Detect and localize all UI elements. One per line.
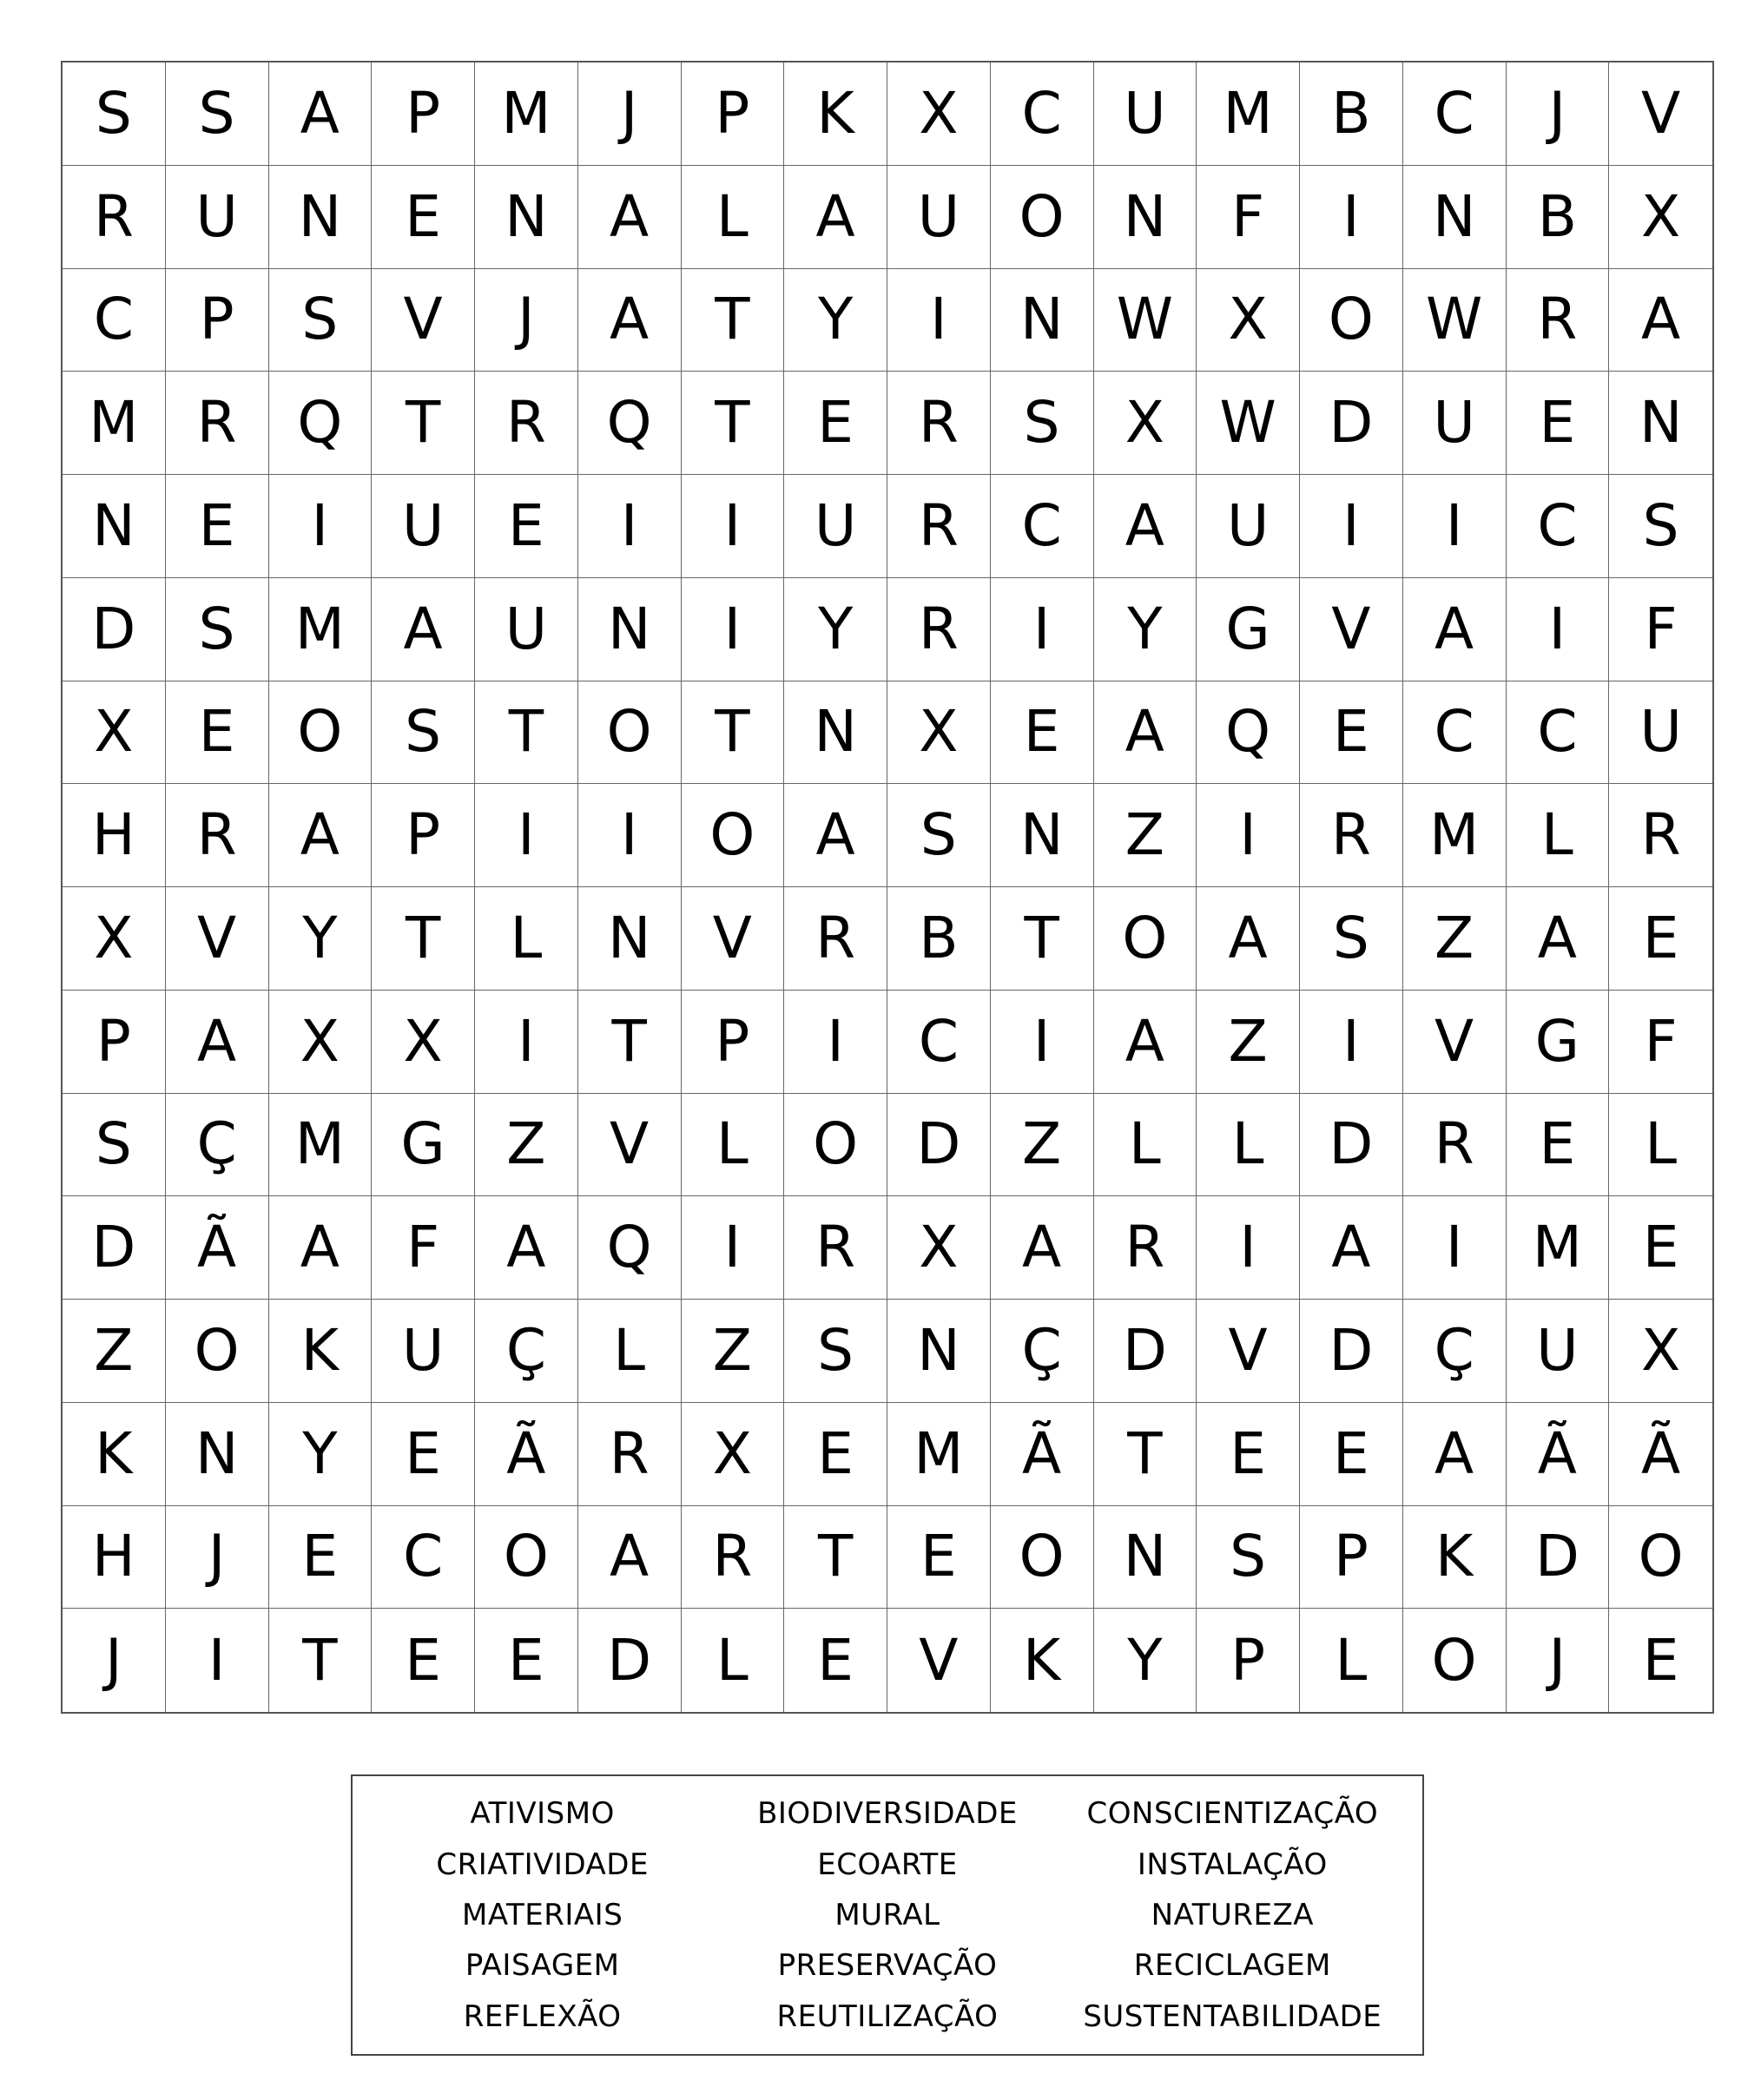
grid-cell-r1-c1[interactable]: S [63,63,166,166]
grid-cell-r16-c7[interactable]: L [682,1609,785,1712]
grid-cell-r2-c15[interactable]: B [1507,166,1610,269]
grid-cell-r4-c12[interactable]: W [1197,372,1300,475]
grid-cell-r8-c11[interactable]: Z [1094,784,1197,887]
grid-cell-r8-c10[interactable]: N [991,784,1094,887]
grid-cell-r4-c14[interactable]: U [1403,372,1507,475]
grid-cell-r4-c11[interactable]: X [1094,372,1197,475]
grid-cell-r5-c10[interactable]: C [991,475,1094,578]
grid-cell-r7-c15[interactable]: C [1507,681,1610,785]
grid-cell-r5-c6[interactable]: I [578,475,682,578]
grid-cell-r16-c9[interactable]: V [887,1609,991,1712]
grid-cell-r4-c16[interactable]: N [1609,372,1712,475]
grid-cell-r13-c13[interactable]: D [1300,1300,1403,1403]
grid-cell-r7-c14[interactable]: C [1403,681,1507,785]
grid-cell-r16-c8[interactable]: E [784,1609,887,1712]
grid-cell-r15-c3[interactable]: E [269,1506,373,1610]
grid-cell-r4-c7[interactable]: T [682,372,785,475]
grid-cell-r11-c1[interactable]: S [63,1094,166,1197]
grid-cell-r7-c6[interactable]: O [578,681,682,785]
grid-cell-r10-c12[interactable]: Z [1197,991,1300,1094]
grid-cell-r3-c3[interactable]: S [269,269,373,372]
grid-cell-r10-c8[interactable]: I [784,991,887,1094]
grid-cell-r5-c3[interactable]: I [269,475,373,578]
grid-cell-r1-c9[interactable]: X [887,63,991,166]
grid-cell-r9-c9[interactable]: B [887,887,991,991]
grid-cell-r5-c7[interactable]: I [682,475,785,578]
grid-cell-r16-c10[interactable]: K [991,1609,1094,1712]
grid-cell-r9-c3[interactable]: Y [269,887,373,991]
grid-cell-r2-c8[interactable]: A [784,166,887,269]
grid-cell-r12-c10[interactable]: A [991,1196,1094,1300]
grid-cell-r6-c7[interactable]: I [682,578,785,681]
grid-cell-r15-c16[interactable]: O [1609,1506,1712,1610]
grid-cell-r10-c13[interactable]: I [1300,991,1403,1094]
grid-cell-r2-c5[interactable]: N [475,166,578,269]
grid-cell-r12-c16[interactable]: E [1609,1196,1712,1300]
grid-cell-r15-c8[interactable]: T [784,1506,887,1610]
grid-cell-r1-c7[interactable]: P [682,63,785,166]
grid-cell-r3-c11[interactable]: W [1094,269,1197,372]
grid-cell-r8-c5[interactable]: I [475,784,578,887]
grid-cell-r10-c4[interactable]: X [372,991,475,1094]
grid-cell-r7-c9[interactable]: X [887,681,991,785]
grid-cell-r16-c6[interactable]: D [578,1609,682,1712]
grid-cell-r4-c9[interactable]: R [887,372,991,475]
grid-cell-r11-c4[interactable]: G [372,1094,475,1197]
grid-cell-r10-c14[interactable]: V [1403,991,1507,1094]
grid-cell-r6-c6[interactable]: N [578,578,682,681]
grid-cell-r9-c16[interactable]: E [1609,887,1712,991]
grid-cell-r16-c15[interactable]: J [1507,1609,1610,1712]
grid-cell-r9-c14[interactable]: Z [1403,887,1507,991]
grid-cell-r14-c2[interactable]: N [166,1403,269,1506]
grid-cell-r6-c12[interactable]: G [1197,578,1300,681]
grid-cell-r8-c13[interactable]: R [1300,784,1403,887]
grid-cell-r12-c5[interactable]: A [475,1196,578,1300]
grid-cell-r3-c5[interactable]: J [475,269,578,372]
grid-cell-r5-c2[interactable]: E [166,475,269,578]
grid-cell-r7-c13[interactable]: E [1300,681,1403,785]
grid-cell-r2-c11[interactable]: N [1094,166,1197,269]
word-list-item: REFLEXÃO [463,1998,622,2034]
grid-cell-r1-c2[interactable]: S [166,63,269,166]
grid-cell-r9-c15[interactable]: A [1507,887,1610,991]
grid-cell-r6-c14[interactable]: A [1403,578,1507,681]
grid-cell-r16-c14[interactable]: O [1403,1609,1507,1712]
grid-cell-r11-c13[interactable]: D [1300,1094,1403,1197]
word-list-item: CONSCIENTIZAÇÃO [1086,1796,1379,1832]
grid-cell-r11-c16[interactable]: L [1609,1094,1712,1197]
word-list-item: MATERIAIS [462,1897,623,1932]
grid-cell-r2-c3[interactable]: N [269,166,373,269]
grid-cell-r2-c6[interactable]: A [578,166,682,269]
word-list-item: PAISAGEM [465,1948,620,1984]
grid-cell-r13-c4[interactable]: U [372,1300,475,1403]
grid-cell-r16-c1[interactable]: J [63,1609,166,1712]
grid-cell-r11-c12[interactable]: L [1197,1094,1300,1197]
grid-cell-r14-c4[interactable]: E [372,1403,475,1506]
grid-cell-r7-c3[interactable]: O [269,681,373,785]
grid-cell-r2-c9[interactable]: U [887,166,991,269]
grid-cell-r14-c14[interactable]: A [1403,1403,1507,1506]
word-list-item: NATUREZA [1151,1897,1315,1932]
grid-cell-r6-c4[interactable]: A [372,578,475,681]
grid-cell-r3-c7[interactable]: T [682,269,785,372]
grid-cell-r14-c13[interactable]: E [1300,1403,1403,1506]
grid-cell-r16-c16[interactable]: E [1642,1626,1679,1694]
grid-cell-r10-c10[interactable]: I [991,991,1094,1094]
grid-cell-r13-c15[interactable]: U [1507,1300,1610,1403]
grid-cell-r2-c4[interactable]: E [372,166,475,269]
grid-cell-r16-c4[interactable]: E [372,1609,475,1712]
grid-cell-r4-c4[interactable]: T [372,372,475,475]
grid-cell-r15-c5[interactable]: O [475,1506,578,1610]
grid-cell-r13-c14[interactable]: Ç [1403,1300,1507,1403]
grid-cell-r1-c8[interactable]: K [784,63,887,166]
grid-cell-r10-c1[interactable]: P [63,991,166,1094]
grid-cell-r2-c16[interactable]: X [1609,166,1712,269]
grid-cell-r15-c7[interactable]: R [682,1506,785,1610]
grid-cell-r7-c2[interactable]: E [166,681,269,785]
word-list-item: REUTILIZAÇÃO [776,1998,999,2034]
grid-cell-r9-c4[interactable]: T [372,887,475,991]
grid-cell-r5-c5[interactable]: E [475,475,578,578]
grid-cell-r9-c10[interactable]: T [991,887,1094,991]
grid-cell-r14-c3[interactable]: Y [269,1403,373,1506]
grid-cell-r15-c4[interactable]: C [372,1506,475,1610]
grid-cell-r6-c1[interactable]: D [63,578,166,681]
grid-cell-r3-c6[interactable]: A [578,269,682,372]
grid-cell-r8-c3[interactable]: A [269,784,373,887]
grid-cell-r6-c16[interactable]: F [1609,578,1712,681]
grid-cell-r13-c7[interactable]: Z [682,1300,785,1403]
grid-cell-r14-c9[interactable]: M [887,1403,991,1506]
grid-cell-r6-c9[interactable]: R [887,578,991,681]
grid-cell-r8-c7[interactable]: O [682,784,785,887]
grid-cell-r15-c13[interactable]: P [1300,1506,1403,1610]
word-list [351,1774,1424,2056]
grid-cell-r5-c4[interactable]: U [372,475,475,578]
grid-cell-r16-c2[interactable]: I [166,1609,269,1712]
grid-cell-r7-c7[interactable]: T [682,681,785,785]
grid-cell-r1-c5[interactable]: M [475,63,578,166]
grid-cell-r2-c14[interactable]: N [1403,166,1507,269]
grid-cell-r8-c16[interactable]: R [1609,784,1712,887]
word-list-item: MURAL [834,1897,940,1932]
grid-cell-r12-c9[interactable]: X [887,1196,991,1300]
grid-cell-r12-c15[interactable]: M [1507,1196,1610,1300]
grid-cell-r13-c10[interactable]: Ç [991,1300,1094,1403]
grid-cell-r1-c4[interactable]: P [372,63,475,166]
grid-cell-r6-c2[interactable]: S [166,578,269,681]
grid-cell-r7-c5[interactable]: T [475,681,578,785]
grid-cell-r7-c4[interactable]: S [372,681,475,785]
grid-cell-r11-c8[interactable]: O [784,1094,887,1197]
grid-cell-r1-c12[interactable]: M [1197,63,1300,166]
grid-cell-r8-c4[interactable]: P [372,784,475,887]
grid-cell-r5-c9[interactable]: R [887,475,991,578]
grid-cell-r5-c16[interactable]: S [1609,475,1712,578]
grid-cell-r10-c7[interactable]: P [682,991,785,1094]
word-list-item: ATIVISMO [470,1796,615,1832]
grid-cell-r1-c15[interactable]: J [1507,63,1610,166]
grid-cell-r9-c8[interactable]: R [784,887,887,991]
grid-cell-r3-c2[interactable]: P [166,269,269,372]
grid-cell-r1-c16[interactable]: V [1609,63,1712,166]
grid-cell-r8-c14[interactable]: M [1403,784,1507,887]
grid-cell-r12-c13[interactable]: A [1300,1196,1403,1300]
grid-cell-r1-c13[interactable]: B [1300,63,1403,166]
grid-cell-r6-c11[interactable]: Y [1094,578,1197,681]
grid-cell-r13-c6[interactable]: L [578,1300,682,1403]
grid-cell-r15-c2[interactable]: J [166,1506,269,1610]
grid-cell-r13-c9[interactable]: N [887,1300,991,1403]
grid-cell-r16-c11[interactable]: Y [1094,1609,1197,1712]
word-list-item: BIODIVERSIDADE [757,1796,1018,1832]
grid-cell-r1-c6[interactable]: J [578,63,682,166]
grid-cell-r8-c15[interactable]: L [1507,784,1610,887]
grid-cell-r14-c5[interactable]: Ã [475,1403,578,1506]
grid-cell-r7-c8[interactable]: N [784,681,887,785]
grid-cell-r10-c16[interactable]: F [1609,991,1712,1094]
grid-cell-r1-c10[interactable]: C [991,63,1094,166]
grid-cell-r15-c12[interactable]: S [1197,1506,1300,1610]
grid-cell-r11-c14[interactable]: R [1403,1094,1507,1197]
grid-cell-r10-c5[interactable]: I [475,991,578,1094]
grid-cell-r8-c6[interactable]: I [578,784,682,887]
word-list-item: SUSTENTABILIDADE [1083,1998,1382,2034]
grid-cell-r9-c1[interactable]: X [63,887,166,991]
grid-cell-r14-c7[interactable]: X [682,1403,785,1506]
grid-cell-r14-c8[interactable]: E [784,1403,887,1506]
grid-cell-r12-c11[interactable]: R [1094,1196,1197,1300]
grid-cell-r4-c8[interactable]: E [784,372,887,475]
grid-cell-r11-c5[interactable]: Z [475,1094,578,1197]
grid-cell-r4-c2[interactable]: R [166,372,269,475]
grid-cell-r3-c4[interactable]: V [372,269,475,372]
grid-cell-r16-c12[interactable]: P [1197,1609,1300,1712]
grid-cell-r6-c8[interactable]: Y [784,578,887,681]
grid-cell-r6-c3[interactable]: M [269,578,373,681]
grid-cell-r9-c13[interactable]: S [1300,887,1403,991]
grid-cell-r13-c12[interactable]: V [1197,1300,1300,1403]
grid-cell-r13-c11[interactable]: D [1094,1300,1197,1403]
grid-cell-r8-c2[interactable]: R [166,784,269,887]
grid-cell-r14-c11[interactable]: T [1094,1403,1197,1506]
grid-cell-r5-c15[interactable]: C [1507,475,1610,578]
letter-grid [61,61,1714,1714]
grid-cell-r15-c10[interactable]: O [991,1506,1094,1610]
grid-cell-r5-c8[interactable]: U [784,475,887,578]
grid-cell-r6-c5[interactable]: U [475,578,578,681]
grid-cell-r4-c5[interactable]: R [475,372,578,475]
grid-cell-r2-c10[interactable]: O [991,166,1094,269]
grid-cell-r11-c15[interactable]: E [1507,1094,1610,1197]
grid-cell-r3-c9[interactable]: I [887,269,991,372]
grid-cell-r3-c16[interactable]: A [1609,269,1712,372]
grid-cell-r9-c6[interactable]: N [578,887,682,991]
grid-cell-r4-c1[interactable]: M [63,372,166,475]
grid-cell-r10-c3[interactable]: X [269,991,373,1094]
grid-cell-r3-c10[interactable]: N [991,269,1094,372]
grid-cell-r16-c3[interactable]: T [269,1609,373,1712]
grid-cell-r12-c4[interactable]: F [372,1196,475,1300]
grid-cell-r13-c16[interactable]: X [1609,1300,1712,1403]
grid-cell-r16-c5[interactable]: E [475,1609,578,1712]
grid-cell-r4-c13[interactable]: D [1300,372,1403,475]
grid-cell-r3-c1[interactable]: C [63,269,166,372]
grid-cell-r6-c15[interactable]: I [1507,578,1610,681]
grid-cell-r12-c7[interactable]: I [682,1196,785,1300]
word-list-item: ECOARTE [817,1847,958,1882]
grid-cell-r6-c13[interactable]: V [1300,578,1403,681]
grid-cell-r13-c3[interactable]: K [269,1300,373,1403]
grid-cell-r12-c8[interactable]: R [784,1196,887,1300]
grid-cell-r11-c9[interactable]: D [887,1094,991,1197]
grid-cell-r8-c8[interactable]: A [784,784,887,887]
grid-cell-r11-c7[interactable]: L [682,1094,785,1197]
word-list-item: CRIATIVIDADE [436,1847,649,1882]
grid-cell-r5-c1[interactable]: N [63,475,166,578]
grid-cell-r9-c2[interactable]: V [166,887,269,991]
grid-cell-r12-c3[interactable]: A [269,1196,373,1300]
grid-cell-r7-c16[interactable]: U [1609,681,1712,785]
grid-cell-r5-c14[interactable]: I [1403,475,1507,578]
grid-cell-r4-c10[interactable]: S [991,372,1094,475]
grid-cell-r13-c1[interactable]: Z [63,1300,166,1403]
grid-cell-r12-c2[interactable]: Ã [166,1196,269,1300]
grid-cell-r12-c1[interactable]: D [63,1196,166,1300]
grid-cell-r13-c8[interactable]: S [784,1300,887,1403]
grid-cell-r9-c7[interactable]: V [682,887,785,991]
grid-cell-r7-c10[interactable]: E [991,681,1094,785]
grid-cell-r12-c6[interactable]: Q [578,1196,682,1300]
grid-cell-r10-c15[interactable]: G [1507,991,1610,1094]
grid-cell-r5-c13[interactable]: I [1300,475,1403,578]
grid-cell-r13-c2[interactable]: O [166,1300,269,1403]
grid-cell-r14-c1[interactable]: K [63,1403,166,1506]
grid-cell-r2-c7[interactable]: L [682,166,785,269]
grid-cell-r2-c2[interactable]: U [166,166,269,269]
grid-cell-r1-c11[interactable]: U [1094,63,1197,166]
word-list-item: INSTALAÇÃO [1137,1847,1328,1882]
grid-cell-r2-c1[interactable]: R [63,166,166,269]
grid-cell-r11-c11[interactable]: L [1094,1094,1197,1197]
grid-cell-r3-c14[interactable]: W [1403,269,1507,372]
grid-cell-r8-c1[interactable]: H [63,784,166,887]
grid-cell-r2-c13[interactable]: I [1300,166,1403,269]
grid-cell-r14-c12[interactable]: E [1197,1403,1300,1506]
grid-cell-r15-c11[interactable]: N [1094,1506,1197,1610]
grid-cell-r8-c9[interactable]: S [887,784,991,887]
grid-cell-r3-c13[interactable]: O [1300,269,1403,372]
word-list-item: PRESERVAÇÃO [777,1948,998,1984]
grid-cell-r10-c11[interactable]: A [1094,991,1197,1094]
grid-cell-r1-c14[interactable]: C [1403,63,1507,166]
grid-cell-r13-c5[interactable]: Ç [475,1300,578,1403]
grid-cell-r15-c1[interactable]: H [63,1506,166,1610]
grid-cell-r9-c5[interactable]: L [475,887,578,991]
word-list-item: RECICLAGEM [1133,1948,1331,1984]
grid-cell-r3-c8[interactable]: Y [784,269,887,372]
grid-cell-r14-c16[interactable]: Ã [1609,1403,1712,1506]
grid-cell-r12-c14[interactable]: I [1403,1196,1507,1300]
grid-cell-r14-c10[interactable]: Ã [991,1403,1094,1506]
grid-cell-r15-c6[interactable]: A [578,1506,682,1610]
grid-cell-r7-c12[interactable]: Q [1197,681,1300,785]
grid-cell-r3-c12[interactable]: X [1197,269,1300,372]
grid-cell-r5-c11[interactable]: A [1094,475,1197,578]
grid-cell-r4-c3[interactable]: Q [269,372,373,475]
grid-cell-r11-c10[interactable]: Z [991,1094,1094,1197]
grid-cell-r11-c3[interactable]: M [269,1094,373,1197]
grid-cell-r10-c2[interactable]: A [166,991,269,1094]
grid-cell-r12-c12[interactable]: I [1197,1196,1300,1300]
grid-cell-r11-c2[interactable]: Ç [166,1094,269,1197]
grid-cell-r15-c9[interactable]: E [887,1506,991,1610]
grid-cell-r10-c6[interactable]: T [578,991,682,1094]
grid-cell-r3-c15[interactable]: R [1507,269,1610,372]
grid-cell-r7-c1[interactable]: X [63,681,166,785]
grid-cell-r6-c10[interactable]: I [991,578,1094,681]
grid-cell-r4-c15[interactable]: E [1507,372,1610,475]
grid-cell-r5-c12[interactable]: U [1197,475,1300,578]
grid-cell-r10-c9[interactable]: C [887,991,991,1094]
grid-cell-r7-c11[interactable]: A [1094,681,1197,785]
grid-cell-r8-c12[interactable]: I [1197,784,1300,887]
grid-cell-r11-c6[interactable]: V [578,1094,682,1197]
grid-cell-r14-c15[interactable]: Ã [1507,1403,1610,1506]
grid-cell-r1-c3[interactable]: A [269,63,373,166]
grid-cell-r15-c14[interactable]: K [1403,1506,1507,1610]
grid-cell-r2-c12[interactable]: F [1197,166,1300,269]
grid-cell-r16-c13[interactable]: L [1300,1609,1403,1712]
grid-cell-r4-c6[interactable]: Q [578,372,682,475]
grid-cell-r14-c6[interactable]: R [578,1403,682,1506]
grid-cell-r15-c15[interactable]: D [1507,1506,1610,1610]
grid-cell-r9-c11[interactable]: O [1094,887,1197,991]
grid-cell-r9-c12[interactable]: A [1197,887,1300,991]
